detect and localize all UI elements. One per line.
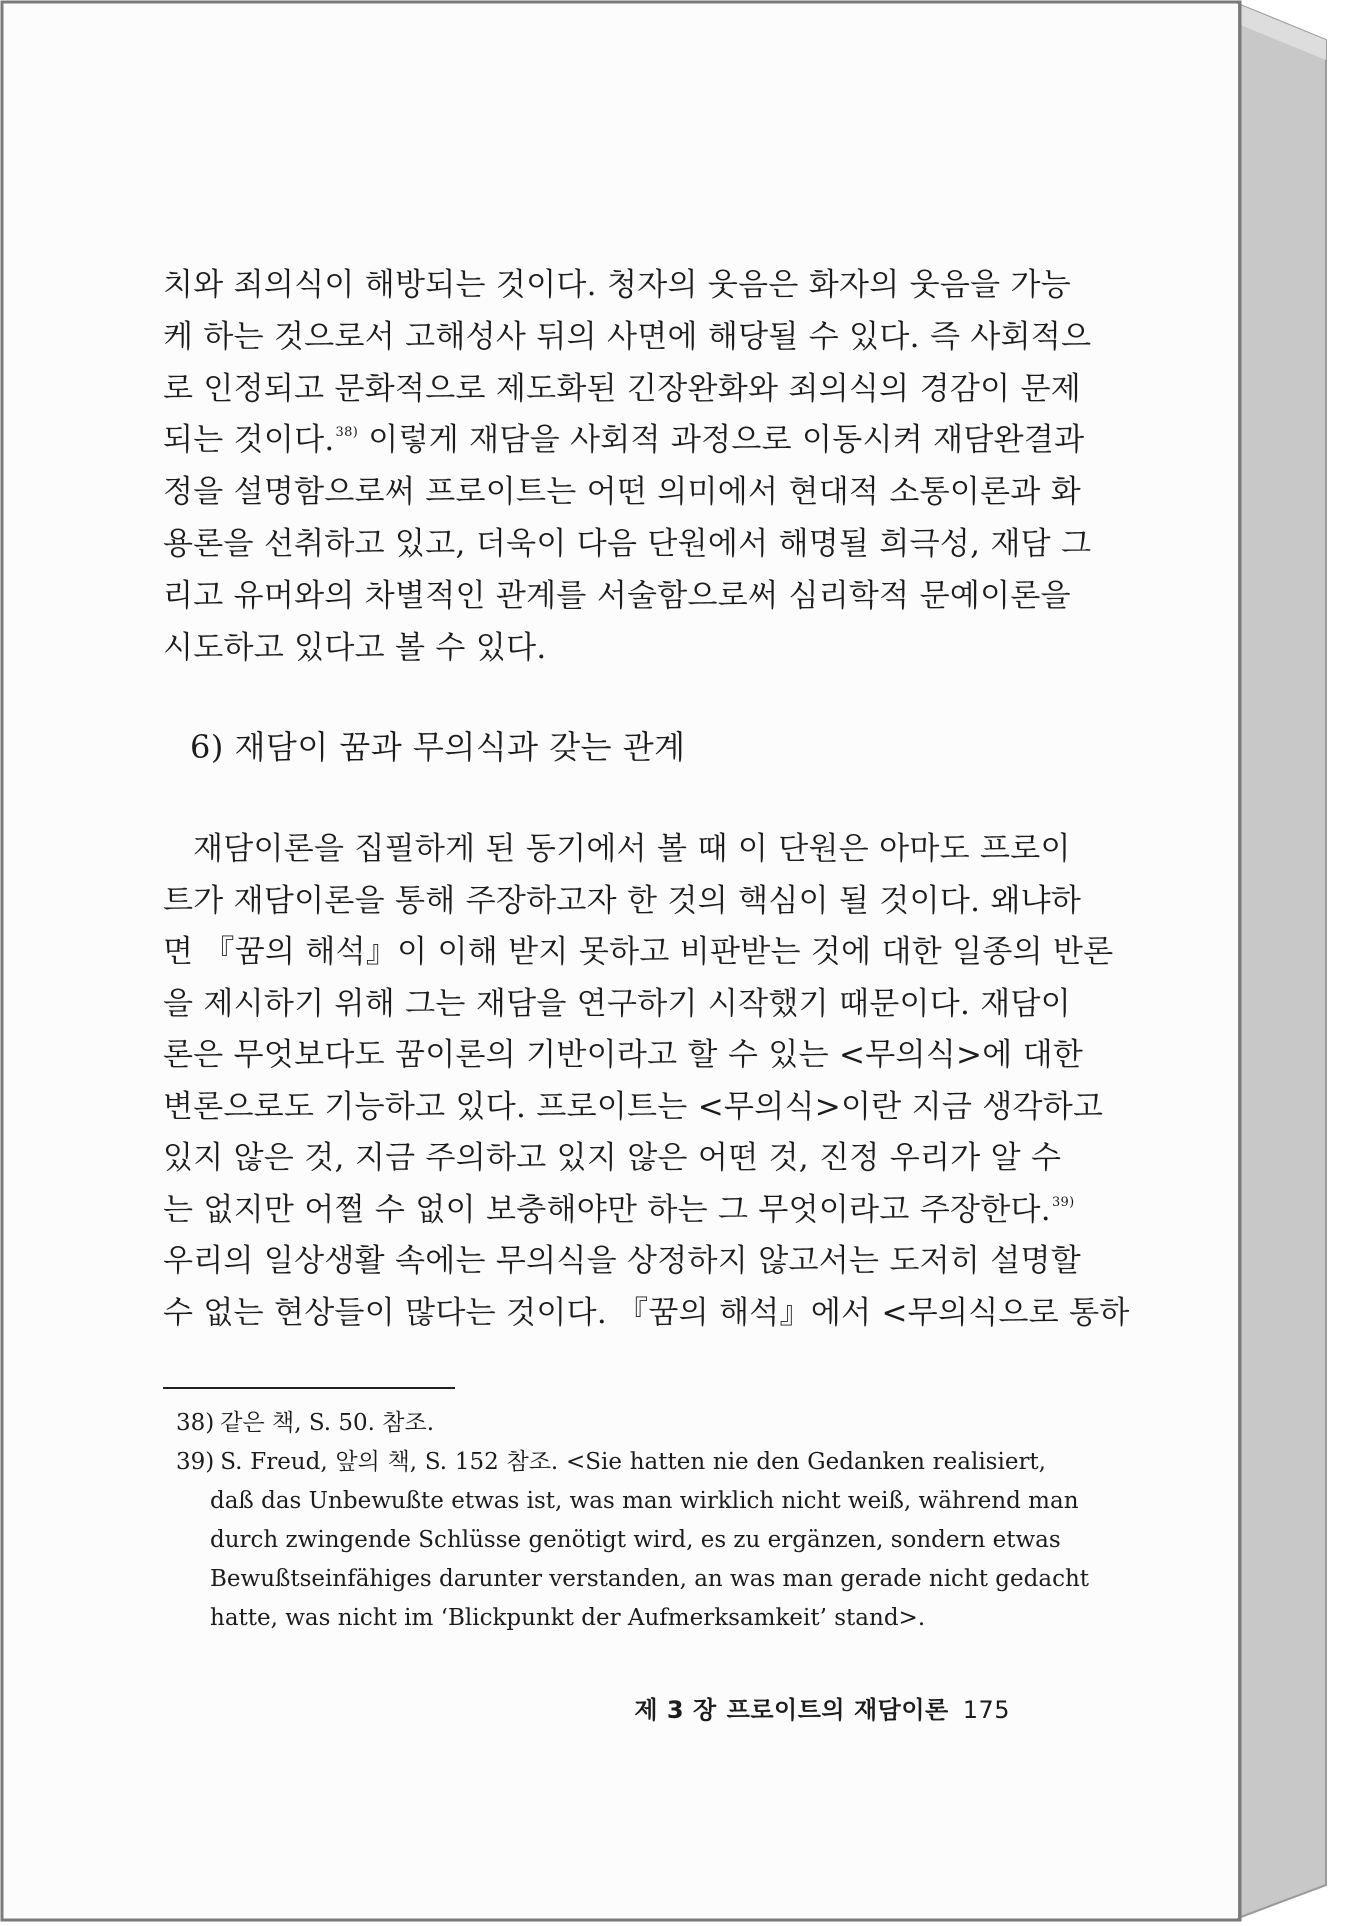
text-line: 케 하는 것으로서 고해성사 뒤의 사면에 해당될 수 있다. 즉 사회적으	[163, 318, 1092, 355]
text-line: 있지 않은 것, 지금 주의하고 있지 않은 어떤 것, 진정 우리가 알 수	[163, 1140, 1062, 1176]
text-line: 론은 무엇보다도 꿈이론의 기반이라고 할 수 있는 <무의식>에 대한	[163, 1037, 1084, 1073]
text-line: 용론을 선취하고 있고, 더욱이 다음 단원에서 해명될 희극성, 재담 그	[163, 525, 1092, 562]
footnote-line	[176, 1404, 1046, 1443]
text-line: 재담이론을 집필하게 된 동기에서 볼 때 이 단원은 아마도 프로이	[193, 831, 1071, 867]
text-line: 치와 죄의식이 해방되는 것이다. 청자의 웃음은 화자의 웃음을 가능	[163, 267, 1072, 303]
text-segment: 이렇게 재담을 사회적 과정으로 이동시켜 재담완결과	[368, 422, 1085, 459]
footnote-line	[176, 1443, 1046, 1482]
text-line	[163, 1185, 1075, 1237]
text-segment: 되는 것이다.	[163, 422, 335, 459]
footnote-number: 38)	[176, 1410, 215, 1436]
text-segment: 는 없지만 어쩔 수 없이 보충해야만 하는 그 무엇이라고 주장한다.	[163, 1191, 1051, 1228]
footnote-number: 39)	[176, 1449, 215, 1475]
footnote-text: S. Freud, 앞의 책, S. 152 참조. <Sie hatten nie den Gedanken realisiert,	[220, 1449, 1046, 1475]
page-number: 175	[962, 1696, 1010, 1724]
footnote-ref-38: 38)	[335, 425, 359, 441]
footnote-39	[176, 1443, 1090, 1638]
footnote-line: durch zwingende Schlüsse genötigt wird, es zu ergänzen, sondern etwas	[210, 1527, 1061, 1553]
chapter-label: 제 3 장	[634, 1696, 717, 1724]
body-paragraph-1	[163, 260, 1092, 674]
text-line: 시도하고 있다고 볼 수 있다.	[163, 629, 547, 666]
body-paragraph-2	[163, 824, 1130, 1339]
footnote-ref-39: 39)	[1051, 1194, 1075, 1210]
text-line: 정을 설명함으로써 프로이트는 어떤 의미에서 현대적 소통이론과 화	[163, 474, 1081, 511]
running-footer	[634, 1690, 1010, 1725]
footnotes	[176, 1404, 1090, 1638]
text-line: 수 없는 현상들이 많다는 것이다. 『꿈의 해석』에서 <무의식으로 통하	[163, 1294, 1130, 1331]
footnote-line: Bewußtseinfähiges darunter verstanden, an was man gerade nicht gedacht	[210, 1566, 1090, 1592]
footnote-line: hatte, was nicht im ‘Blickpunkt der Aufmerksamkeit’ stand>.	[210, 1605, 926, 1631]
text-line: 을 제시하기 위해 그는 재담을 연구하기 시작했기 때문이다. 재담이	[163, 985, 1072, 1022]
text-line: 우리의 일상생활 속에는 무의식을 상정하지 않고서는 도저히 설명할	[163, 1243, 1081, 1279]
footnote-divider	[163, 1387, 455, 1389]
text-line: 변론으로도 기능하고 있다. 프로이트는 <무의식>이란 지금 생각하고	[163, 1088, 1104, 1125]
text-line: 로 인정되고 문화적으로 제도화된 긴장완화와 죄의식의 경감이 문제	[163, 370, 1081, 407]
footnote-line: daß das Unbewußte etwas ist, was man wirklich nicht weiß, während man	[210, 1488, 1079, 1514]
text-line: 리고 유머와의 차별적인 관계를 서술함으로써 심리학적 문예이론을	[163, 577, 1071, 614]
text-line: 면 『꿈의 해석』이 이해 받지 못하고 비판받는 것에 대한 일종의 반론	[163, 934, 1114, 970]
text-line: 트가 재담이론을 통해 주장하고자 한 것의 핵심이 될 것이다. 왜냐하	[163, 882, 1082, 919]
section-heading: 6) 재담이 꿈과 무의식과 갖는 관계	[190, 728, 686, 766]
chapter-title: 프로이트의 재담이론	[726, 1696, 949, 1724]
footnote-text: 같은 책, S. 50. 참조.	[220, 1410, 435, 1436]
text-line	[163, 415, 1085, 467]
footnote-38	[176, 1404, 1046, 1443]
